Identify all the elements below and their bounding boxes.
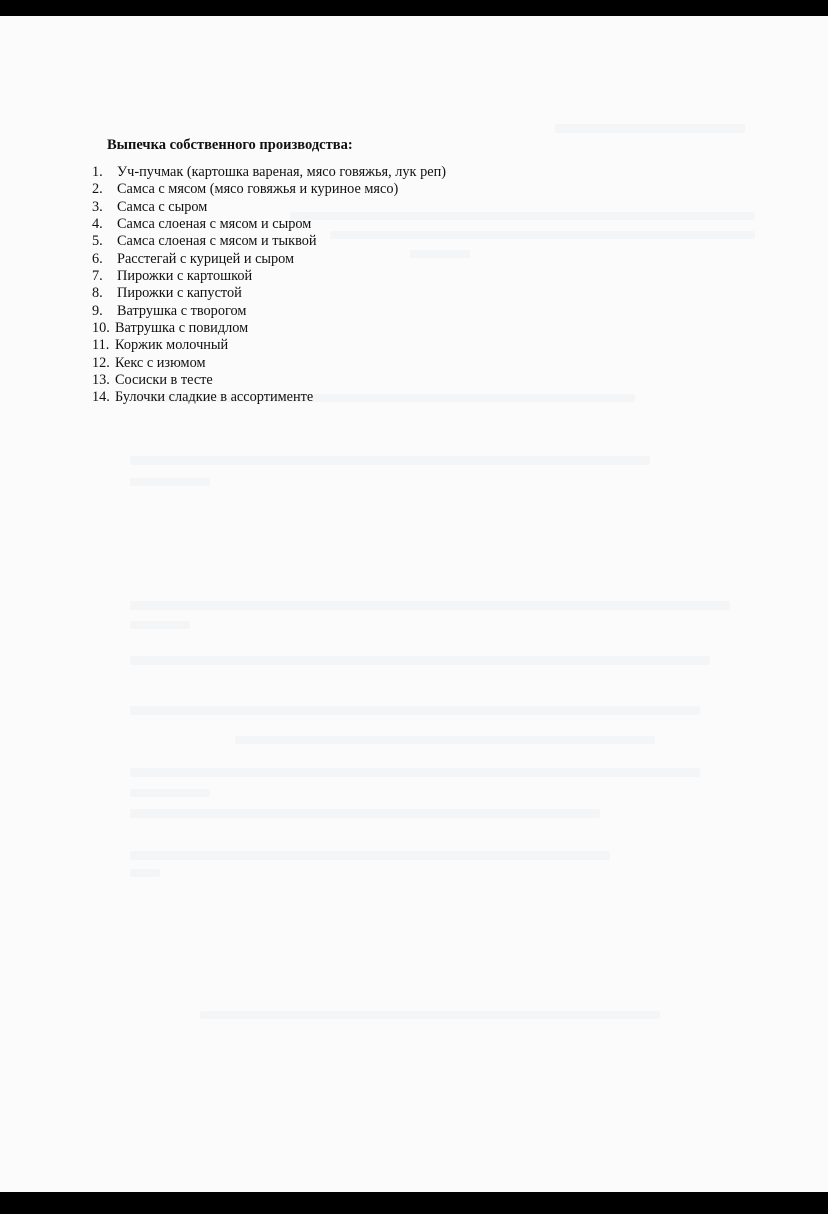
list-item-number: 14. (92, 389, 110, 406)
list-item-text: Самса с мясом (мясо говяжья и куриное мясо) (117, 181, 399, 198)
list-item (92, 389, 446, 406)
bleed-through-line (130, 851, 610, 860)
document-heading: Выпечка собственного производства: (107, 137, 353, 153)
list-item (92, 181, 446, 198)
bleed-through-line (130, 809, 600, 818)
list-item-text: Булочки сладкие в ассортименте (115, 389, 314, 406)
list-item-number: 6. (92, 250, 103, 267)
list-item-text: Пирожки с картошкой (117, 268, 253, 285)
list-item-number: 4. (92, 216, 103, 233)
list-item (92, 233, 446, 250)
bleed-through-line (130, 478, 210, 486)
bleed-through-line (130, 789, 210, 797)
list-item-number: 5. (92, 233, 103, 250)
list-item-text: Самса с сыром (117, 198, 208, 215)
list-item (92, 216, 446, 233)
list-item-text: Кекс с изюмом (115, 354, 206, 371)
bleed-through-line (130, 656, 710, 665)
bleed-through-line (130, 706, 700, 715)
list-item (92, 285, 446, 302)
list-item (92, 372, 446, 389)
list-item-number: 9. (92, 302, 103, 319)
scan-border-bottom (0, 1192, 828, 1214)
list-item-text: Самса слоеная с мясом и сыром (117, 216, 312, 233)
list-item-number: 11. (92, 337, 110, 354)
list-item-number: 1. (92, 164, 103, 180)
list-item-number: 7. (92, 268, 103, 285)
list-item-number: 13. (92, 372, 110, 389)
bleed-through-line (130, 601, 730, 610)
pastry-list (92, 164, 446, 407)
list-item-number: 3. (92, 198, 103, 215)
list-item-number: 2. (92, 181, 103, 198)
bleed-through-line (200, 1011, 660, 1019)
list-item-text: Ватрушка с творогом (117, 302, 247, 319)
list-item (92, 199, 446, 216)
list-item-text: Сосиски в тесте (115, 372, 213, 389)
bleed-through-line (130, 869, 160, 877)
list-item-number: 8. (92, 285, 103, 302)
bleed-through-line (130, 621, 190, 629)
list-item-text: Пирожки с капустой (117, 285, 242, 302)
list-item-text: Уч-пучмак (картошка вареная, мясо говяжья, лук реп) (117, 164, 446, 180)
list-item-text: Коржик молочный (115, 337, 229, 354)
bleed-through-line (130, 456, 650, 465)
list-item-text: Самса слоеная с мясом и тыквой (117, 233, 317, 250)
list-item-text: Расстегай с курицей и сыром (117, 250, 295, 267)
list-item (92, 355, 446, 372)
list-item-text: Ватрушка с повидлом (115, 320, 249, 337)
list-item (92, 251, 446, 268)
list-item-number: 10. (92, 320, 110, 337)
list-item-number: 12. (92, 354, 110, 371)
list-item (92, 337, 446, 354)
list-item (92, 164, 446, 181)
list-item (92, 320, 446, 337)
document-page (0, 16, 828, 1192)
bleed-through-line (130, 768, 700, 777)
list-item (92, 303, 446, 320)
bleed-through-line (235, 736, 655, 744)
bleed-through-line (555, 124, 745, 133)
list-item (92, 268, 446, 285)
